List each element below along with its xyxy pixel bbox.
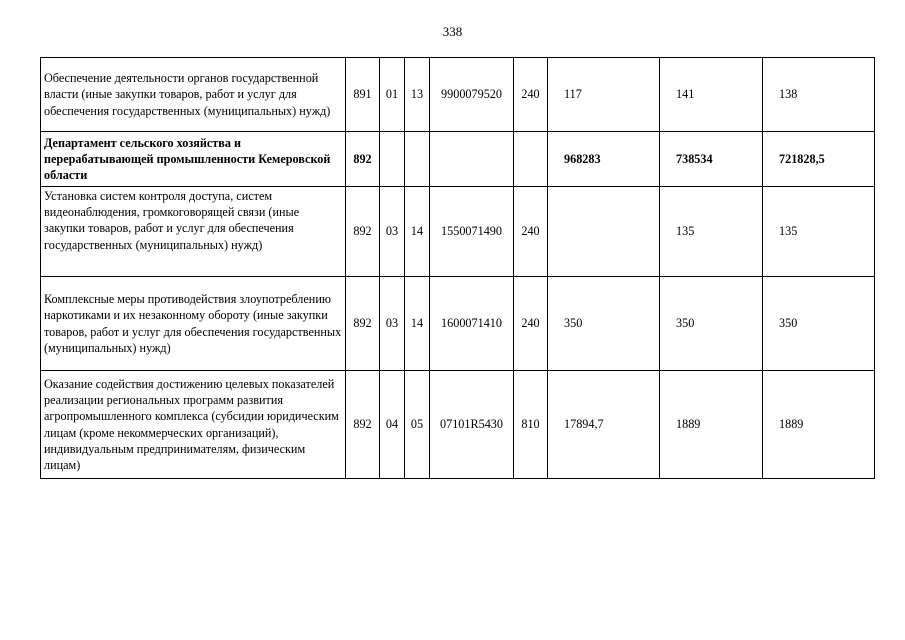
budget-table xyxy=(40,57,875,479)
row-section-code: 03 xyxy=(380,277,405,371)
row-target-article-code xyxy=(430,132,514,187)
row-expense-type-code: 240 xyxy=(514,277,548,371)
row-amount-year-2: 738534 xyxy=(660,132,763,187)
table-row xyxy=(41,371,875,479)
row-subsection-code: 14 xyxy=(405,187,430,277)
row-amount-year-2: 350 xyxy=(660,277,763,371)
row-name: Департамент сельского хозяйства и перерабатывающей промышленности Кемеровской области xyxy=(41,132,346,187)
row-target-article-code: 1550071490 xyxy=(430,187,514,277)
row-amount-year-3: 721828,5 xyxy=(763,132,875,187)
row-expense-type-code: 240 xyxy=(514,187,548,277)
row-target-article-code: 1600071410 xyxy=(430,277,514,371)
row-ved-code: 892 xyxy=(346,132,380,187)
row-ved-code: 892 xyxy=(346,277,380,371)
page-number: 338 xyxy=(442,24,463,39)
row-name: Оказание содействия достижению целевых показателей реализации региональных программ развития агропромышленного комплекса (субсидии юридическим лицам (кроме некоммерческих организаций), индивидуальным предпринимателям, физическим лицам) xyxy=(41,371,346,479)
row-section-code: 01 xyxy=(380,58,405,132)
row-expense-type-code xyxy=(514,132,548,187)
row-name: Обеспечение деятельности органов государственной власти (иные закупки товаров, работ и услуг для обеспечения государственных (муниципальных) нужд) xyxy=(41,58,346,132)
row-amount-year-2: 135 xyxy=(660,187,763,277)
row-section-code xyxy=(380,132,405,187)
row-subsection-code xyxy=(405,132,430,187)
row-amount-year-1: 17894,7 xyxy=(548,371,660,479)
table-row xyxy=(41,277,875,371)
row-section-code: 03 xyxy=(380,187,405,277)
row-subsection-code: 14 xyxy=(405,277,430,371)
row-expense-type-code: 810 xyxy=(514,371,548,479)
row-subsection-code: 05 xyxy=(405,371,430,479)
row-ved-code: 891 xyxy=(346,58,380,132)
row-section-code: 04 xyxy=(380,371,405,479)
row-amount-year-3: 135 xyxy=(763,187,875,277)
row-amount-year-1 xyxy=(548,187,660,277)
row-subsection-code: 13 xyxy=(405,58,430,132)
row-target-article-code: 9900079520 xyxy=(430,58,514,132)
row-amount-year-1: 968283 xyxy=(548,132,660,187)
row-amount-year-1: 117 xyxy=(548,58,660,132)
row-amount-year-2: 1889 xyxy=(660,371,763,479)
row-name: Комплексные меры противодействия злоупотреблению наркотиками и их незаконному обороту (иные закупки товаров, работ и услуг для обеспечения государственных (муниципальных) нужд) xyxy=(41,277,346,371)
row-amount-year-1: 350 xyxy=(548,277,660,371)
row-ved-code: 892 xyxy=(346,187,380,277)
row-name: Установка систем контроля доступа, систем видеонаблюдения, громкоговорящей связи (иные закупки товаров, работ и услуг для обеспечения государственных (муниципальных) нужд) xyxy=(41,187,346,277)
table-row xyxy=(41,58,875,132)
table-row xyxy=(41,187,875,277)
row-expense-type-code: 240 xyxy=(514,58,548,132)
row-amount-year-2: 141 xyxy=(660,58,763,132)
row-amount-year-3: 350 xyxy=(763,277,875,371)
row-amount-year-3: 1889 xyxy=(763,371,875,479)
row-target-article-code: 07101R5430 xyxy=(430,371,514,479)
row-amount-year-3: 138 xyxy=(763,58,875,132)
row-ved-code: 892 xyxy=(346,371,380,479)
table-row xyxy=(41,132,875,187)
